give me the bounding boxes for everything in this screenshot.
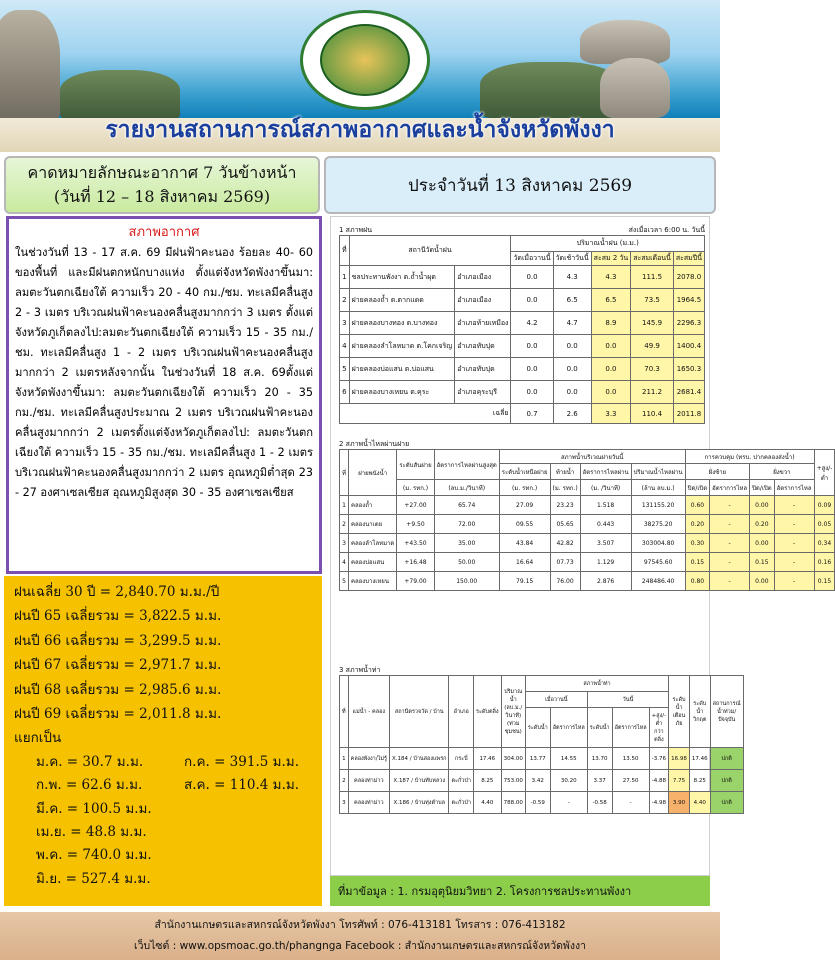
table-cell: 0.0	[553, 358, 591, 381]
table-row	[340, 515, 835, 534]
table-cell: 3	[340, 312, 350, 335]
table-cell: คลองท่าม่าว	[348, 770, 389, 792]
table-cell: 0.80	[685, 572, 709, 591]
table-cell: 3.37	[587, 770, 612, 792]
table-cell: คลองบางเหยน	[348, 572, 396, 591]
rock-pillar-left	[0, 10, 60, 122]
table-cell: 1.518	[580, 496, 631, 515]
table-cell: -	[774, 553, 814, 572]
table-cell: 2	[340, 515, 349, 534]
table-cell: 42.82	[550, 534, 580, 553]
rain-table: ที่ สถานีวัดน้ำฝน ปริมาณน้ำฝน (ม.ม.) วัดเมื่อวานนี้ วัดเช้าวันนี้ สะสม 2 วัน สะสมเดือนนี้ สะสมปีนี้ 1 ชลประทานพังงา ต.ถ้ำน้ำผุด อำเภอเมือง 0.0 4.3 4.3 111.5 2078.0 2 ฝายคลองถ้ำ ต.ตากแดด อำเภอเมือง 0.0 6.5 6.5 73.5 1964.5 3 ฝายคลองบางทอง ต.บางทอง อำเภอท้ายเหมือง 4.2 4.7 8.9 145.9 2296.3 4 ฝายคลองลำโลหมาด ต.โคกเจริญ อำเภอทับปุด 0.0 0.0 0.0 49.9 1400.4 5 ฝายคลองบ่อแสน ต.บ่อแสน อำเภอทับปุด 0.0 0.0 0.0 70.3 1650.3 6 ฝายคลองบางเหยน ต.คุระ อำเภอคุระบุรี 0.0 0.0 0.0 211.2 2681.4 เฉลี่ย 0.7 2.6 3.3 110.4 2011.8	[339, 235, 705, 424]
table-cell: ฝายคลองถ้ำ ต.ตากแดด	[349, 289, 455, 312]
data-source: ที่มาข้อมูล : 1. กรมอุตุนิยมวิทยา 2. โครงการชลประทานพังงา	[330, 876, 710, 906]
table-cell: 248486.40	[631, 572, 685, 591]
average-label: เฉลี่ย	[340, 404, 511, 424]
table-cell: ปกติ	[710, 748, 743, 770]
weather-text: ในช่วงวันที่ 13 - 17 ส.ค. 69 มีฝนฟ้าคะนอง ร้อยละ 40- 60 ของพื้นที่ และมีฝนตกหนักบางแห่ง ตั้งแต่จังหวัดพังงาขึ้นมา: ลมตะวันตกเฉียงใต้ ความเร็ว 20 - 40 กม./ชม. ทะเลมีคลื่นสูง 2 - 3 เมตร บริเวณฝนฟ้าคะนองคลื่นสูงมากกว่า 3 เมตร ตั้งแต่จังหวัดภูเก็ตลงไป:ลมตะวันตกเฉียงใต้ ความเร็ว 15 - 35 กม./ชม. ทะเลมีคลื่นสูง 1 - 2 เมตร บริเวณฝนฟ้าคะนองคลื่นสูงมากกว่า 2 เมตรหลังจากนั้น ในช่วงวันที่ 18 ส.ค. 69ตั้งแต่จังหวัดพังงาขึ้นมา: ลมตะวันตกเฉียงใต้ ความเร็ว 20 - 35 กม./ชม. ทะเลมีคลื่นสูงประมาณ 2 เมตร บริเวณฝนฟ้าคะนองคลื่นสูงมากกว่า 2 เมตรตั้งแต่จังหวัดภูเก็ตลงไป: ลมตะวันตกเฉียงใต้ ความเร็ว 15 - 35 กม./ชม. ทะเลมีคลื่นสูง 1 - 2 เมตร บริเวณฝนฟ้าคะนองคลื่นสูงมากกว่า 2 เมตร อุณหภูมิต่ำสุด 23 - 27 องศาเซลเซียส อุณหภูมิสูงสุด 30 - 35 องศาเซลเซียส	[15, 246, 313, 499]
table-cell: 6	[340, 381, 350, 404]
table-cell: 3.90	[669, 792, 690, 814]
table-cell: คลองนาเตย	[348, 515, 396, 534]
table-cell: 145.9	[631, 312, 674, 335]
table-cell: 2.6	[553, 404, 591, 424]
table-cell: 2078.0	[673, 266, 704, 289]
table-cell: -	[710, 553, 750, 572]
table-cell: 1	[340, 496, 349, 515]
table-cell: +9.50	[397, 515, 434, 534]
table-cell: 0.20	[685, 515, 709, 534]
table-cell: 27.09	[499, 496, 550, 515]
table-cell: 304.00	[501, 748, 525, 770]
table-cell: 3.507	[580, 534, 631, 553]
page-title: รายงานสถานการณ์สภาพอากาศและน้ำจังหวัดพังงา	[105, 116, 615, 143]
weather-box	[6, 216, 322, 574]
table-cell: 0.0	[511, 335, 553, 358]
table-cell: -3.76	[649, 748, 669, 770]
table-row	[340, 792, 744, 814]
rain-y66: ฝนปี 66 เฉลี่ยรวม = 3,299.5 ม.ม.	[14, 632, 222, 649]
table-cell: 2011.8	[673, 404, 704, 424]
month-row: มี.ค. = 100.5 ม.ม.	[36, 800, 152, 817]
rain-avg-30y: ฝนเฉลี่ย 30 ปี = 2,840.70 ม.ม./ปี	[14, 584, 220, 600]
table-cell: 4.7	[553, 312, 591, 335]
table-cell: 0.05	[814, 515, 835, 534]
table-cell: 0.00	[750, 572, 774, 591]
table-cell: 753.00	[501, 770, 525, 792]
table-cell: 38275.20	[631, 515, 685, 534]
table-cell: ปกติ	[710, 770, 743, 792]
table-cell: 0.0	[591, 381, 631, 404]
month-row: ม.ค. = 30.7 ม.ม. ก.ค. = 391.5 ม.ม.	[36, 753, 300, 770]
table-cell: 0.0	[511, 266, 553, 289]
table-cell: 0.443	[580, 515, 631, 534]
table-cell: อำเภอท้ายเหมือง	[455, 312, 511, 335]
table-cell: 6.5	[553, 289, 591, 312]
table-cell: ชลประทานพังงา ต.ถ้ำน้ำผุด	[349, 266, 455, 289]
table-row	[340, 748, 744, 770]
table-cell: 2.876	[580, 572, 631, 591]
table-cell: -	[774, 496, 814, 515]
table-cell: 4.40	[474, 792, 502, 814]
rain-y68: ฝนปี 68 เฉลี่ยรวม = 2,985.6 ม.ม.	[14, 681, 222, 698]
table-cell: 8.9	[591, 312, 631, 335]
table-cell: 4.3	[553, 266, 591, 289]
rain-y67: ฝนปี 67 เฉลี่ยรวม = 2,971.7 ม.ม.	[14, 657, 222, 674]
table-cell: +16.48	[397, 553, 434, 572]
table-cell: -	[774, 515, 814, 534]
table-row	[340, 335, 705, 358]
table-cell: 6.5	[591, 289, 631, 312]
table-cell: -4.98	[649, 792, 669, 814]
report-date: ประจำวันที่ 13 สิงหาคม 2569	[407, 175, 633, 196]
table-cell: 16.64	[499, 553, 550, 572]
table-cell: 0.0	[553, 335, 591, 358]
table-cell: 0.7	[511, 404, 553, 424]
table-cell: 73.5	[631, 289, 674, 312]
rain-y69: ฝนปี 69 เฉลี่ยรวม = 2,011.8 ม.ม.	[14, 706, 222, 723]
table-cell: คลองบ่อแสน	[348, 553, 396, 572]
rain-breakdown-label: แยกเป็น	[14, 730, 62, 747]
table-cell: 150.00	[434, 572, 499, 591]
table-row	[340, 312, 705, 335]
table-cell: 2	[340, 770, 349, 792]
table-row	[340, 381, 705, 404]
table-cell: 303004.80	[631, 534, 685, 553]
table-cell: 30.20	[550, 770, 587, 792]
table-cell: 14.55	[550, 748, 587, 770]
table-cell: ตะกั่วป่า	[449, 792, 474, 814]
table-cell: 3	[340, 534, 349, 553]
table-cell: ตะกั่วป่า	[449, 770, 474, 792]
table-cell: คลองท่าม่าว	[348, 792, 389, 814]
table-row	[340, 770, 744, 792]
table-cell: X.187 / บ้านทับหลวง	[389, 770, 449, 792]
table-cell: 4	[340, 335, 350, 358]
river-table-caption: 3 สภาพน้ำท่า	[339, 666, 381, 674]
table-cell: 2296.3	[673, 312, 704, 335]
table-cell: 788.00	[501, 792, 525, 814]
table-cell: 0.15	[750, 553, 774, 572]
table-cell: 5	[340, 358, 350, 381]
table-cell: 70.3	[631, 358, 674, 381]
table-cell: 3.3	[591, 404, 631, 424]
table-cell: 1964.5	[673, 289, 704, 312]
table-cell: 0.15	[685, 553, 709, 572]
table-cell: 16.98	[669, 748, 690, 770]
table-cell: 17.46	[474, 748, 502, 770]
balanced-rock	[580, 20, 670, 64]
table-cell: +27.00	[397, 496, 434, 515]
table-cell: 0.34	[814, 534, 835, 553]
table-cell: 211.2	[631, 381, 674, 404]
table-cell: ปกติ	[710, 792, 743, 814]
table-cell: 5	[340, 572, 349, 591]
table-cell: 1.129	[580, 553, 631, 572]
table-row	[340, 534, 835, 553]
month-row: เม.ย. = 48.8 ม.ม.	[36, 824, 147, 841]
table-cell: อำเภอเมือง	[455, 289, 511, 312]
table-cell: 4.2	[511, 312, 553, 335]
table-cell: -0.59	[525, 792, 550, 814]
footer-contact: สำนักงานเกษตรและสหกรณ์จังหวัดพังงา โทรศัพท์ : 076-413181 โทรสาร : 076-413182	[154, 919, 566, 931]
table-row	[340, 358, 705, 381]
table-cell: -	[612, 792, 649, 814]
date-banner	[324, 156, 716, 214]
table-cell: คลองพังงา/ไม่รู้	[348, 748, 389, 770]
table-cell: 1	[340, 266, 350, 289]
table-cell: 4.3	[591, 266, 631, 289]
table-cell: 131155.20	[631, 496, 685, 515]
rain-table-caption: 1 สภาพฝน	[339, 226, 372, 234]
rain-table-sent-time: ส่งเมื่อเวลา 6:00 น. วันนี้	[628, 226, 705, 234]
table-cell: X.184 / บ้านสองแพรก	[389, 748, 449, 770]
weather-heading: สภาพอากาศ	[128, 225, 200, 240]
table-cell: 09.55	[499, 515, 550, 534]
river-table: ที่ แม่น้ำ - คลอง สถานีตรวจวัด / บ้าน อำเภอ ระดับตลิ่ง ปริมาณน้ำ (ลบ.ม./วินาที) (ท่วมชุมชน) สภาพน้ำท่า ระดับน้ำเตือนภัย ระดับน้ำวิกฤต สถานการณ์น้ำท่วม/ปัจจุบัน เมื่อวานนี้ วันนี้ ระดับน้ำ อัตราการไหล ระดับน้ำ อัตราการไหล +สูง/-ต่ำกว่าตลิ่ง 1 คลองพังงา/ไม่รู้ X.184 / บ้านสองแพรก กระบี่ 17.46 304.00 13.77 14.55 13.70 13.50 -3.76 16.98 17.46 ปกติ 2 คลองท่าม่าว X.187 / บ้านทับหลวง ตะกั่วป่า 8.25 753.00 3.42 30.20 3.37 27.50 -4.88 7.75 8.25 ปกติ 3 คลองท่าม่าว X.186 / บ้านทุ่งตำบล ตะกั่วป่า 4.40 788.00 -0.59 - -0.58 - -4.98 3.90 4.40 ปกติ	[339, 675, 744, 814]
weir-table: ที่ ฝายพนังน้ำ ระดับสันฝาย อัตราการไหลผ่านสูงสุด สภาพน้ำบริเวณฝายวันนี้ การควบคุม (ทรบ. ปากคลองส่งน้ำ) +สูง/-ต่ำ ระดับน้ำเหนือฝาย ท้ายน้ำ อัตราการไหลผ่าน ปริมาณน้ำไหลผ่าน ฝั่งซ้าย ฝั่งขวา (ม. รทก.) (ลบ.ม./วินาที) (ม. รทก.) (ม. รทก.) (ม. /วินาที) (ล้าน ลบ.ม.) ปิด/เปิด อัตราการไหล ปิด/เปิด อัตราการไหล 1 คลองถ้ำ +27.00 65.74 27.09 23.23 1.518 131155.20 0.60 - 0.00 - 0.09 2 คลองนาเตย +9.50 72.00 09.55 05.65 0.443 38275.20 0.20 - 0.20 - 0.05 3 คลองลำโลหมาด +43.50 35.00 43.84 42.82 3.507 303004.80 0.30 - 0.00 - 0.34 4 คลองบ่อแสน +16.48 50.00 16.64 07.73 1.129 97545.60 0.15 - 0.15 - 0.16 5 คลองบางเหยน +79.00 150.00 79.15 76.00 2.876 248486.40 0.80 - 0.00 - 0.15	[339, 449, 835, 591]
river-table-section	[339, 665, 741, 814]
table-cell: 43.84	[499, 534, 550, 553]
table-cell: 1400.4	[673, 335, 704, 358]
table-cell: 111.5	[631, 266, 674, 289]
table-cell: 97545.60	[631, 553, 685, 572]
table-cell: ฝายคลองบ่อแสน ต.บ่อแสน	[349, 358, 455, 381]
table-cell: 8.25	[474, 770, 502, 792]
island-right	[480, 62, 620, 118]
forecast-range: (วันที่ 12 – 18 สิงหาคม 2569)	[53, 187, 271, 206]
month-row: พ.ค. = 740.0 ม.ม.	[36, 847, 152, 864]
table-cell: คลองถ้ำ	[348, 496, 396, 515]
table-cell: 05.65	[550, 515, 580, 534]
table-cell: 4	[340, 553, 349, 572]
table-cell: ฝายคลองลำโลหมาด ต.โคกเจริญ	[349, 335, 455, 358]
table-cell: 35.00	[434, 534, 499, 553]
table-cell: 7.75	[669, 770, 690, 792]
table-cell: 13.70	[587, 748, 612, 770]
table-cell: 0.0	[511, 289, 553, 312]
table-cell: 0.09	[814, 496, 835, 515]
table-cell: 79.15	[499, 572, 550, 591]
table-cell: 27.50	[612, 770, 649, 792]
table-cell: 0.0	[591, 335, 631, 358]
table-cell: -0.58	[587, 792, 612, 814]
table-cell: อำเภอทับปุด	[455, 358, 511, 381]
weir-table-section	[339, 439, 833, 591]
table-row	[340, 572, 835, 591]
table-cell: 0.15	[814, 572, 835, 591]
table-cell: กระบี่	[449, 748, 474, 770]
table-cell: 65.74	[434, 496, 499, 515]
footer	[0, 912, 720, 960]
table-cell: 0.0	[553, 381, 591, 404]
table-row	[340, 553, 835, 572]
rainfall-summary	[4, 576, 322, 906]
table-cell: 49.9	[631, 335, 674, 358]
table-cell: 1	[340, 748, 349, 770]
table-cell: 0.0	[511, 358, 553, 381]
table-cell: 17.46	[689, 748, 710, 770]
table-cell: 07.73	[550, 553, 580, 572]
header-banner	[0, 0, 720, 152]
table-cell: 0.0	[511, 381, 553, 404]
table-cell: +43.50	[397, 534, 434, 553]
weir-table-caption: 2 สภาพน้ำไหลผ่านฝาย	[339, 440, 410, 448]
table-cell: 8.25	[689, 770, 710, 792]
table-cell: 0.30	[685, 534, 709, 553]
table-cell: 2681.4	[673, 381, 704, 404]
table-cell: อำเภอเมือง	[455, 266, 511, 289]
data-tables	[330, 216, 833, 876]
rock-base	[600, 58, 670, 118]
table-row	[340, 496, 835, 515]
table-cell: 13.50	[612, 748, 649, 770]
table-cell: 50.00	[434, 553, 499, 572]
table-cell: 13.77	[525, 748, 550, 770]
table-cell: 0.16	[814, 553, 835, 572]
ministry-seal-logo	[300, 10, 430, 110]
rain-table-section	[339, 225, 705, 424]
table-cell: 0.0	[591, 358, 631, 381]
table-cell: -	[710, 534, 750, 553]
table-cell: 76.00	[550, 572, 580, 591]
month-row: มิ.ย. = 527.4 ม.ม.	[36, 870, 151, 887]
table-row	[340, 289, 705, 312]
table-cell: -	[710, 572, 750, 591]
table-cell: -	[710, 515, 750, 534]
footer-web: เว็บไซต์ : www.opsmoac.go.th/phangnga Facebook : สำนักงานเกษตรและสหกรณ์จังหวัดพังงา	[133, 940, 586, 952]
table-row-average	[340, 404, 705, 424]
table-cell: 0.20	[750, 515, 774, 534]
table-cell: -	[774, 534, 814, 553]
table-cell: +79.00	[397, 572, 434, 591]
table-cell: 0.60	[685, 496, 709, 515]
table-cell: คลองลำโลหมาด	[348, 534, 396, 553]
month-row: ก.พ. = 62.6 ม.ม. ส.ค. = 110.4 ม.ม.	[36, 777, 300, 794]
table-cell: 0.00	[750, 496, 774, 515]
table-cell: 3.42	[525, 770, 550, 792]
table-cell: ฝายคลองบางทอง ต.บางทอง	[349, 312, 455, 335]
table-row	[340, 266, 705, 289]
table-cell: อำเภอคุระบุรี	[455, 381, 511, 404]
table-cell: 72.00	[434, 515, 499, 534]
table-cell: X.186 / บ้านทุ่งตำบล	[389, 792, 449, 814]
table-cell: 2	[340, 289, 350, 312]
table-cell: 23.23	[550, 496, 580, 515]
table-cell: -	[710, 496, 750, 515]
table-cell: 1650.3	[673, 358, 704, 381]
forecast-title: คาดหมายลักษณะอากาศ 7 วันข้างหน้า	[27, 163, 297, 182]
table-cell: 0.00	[750, 534, 774, 553]
forecast-banner	[4, 156, 320, 214]
table-cell: อำเภอทับปุด	[455, 335, 511, 358]
table-cell: 110.4	[631, 404, 674, 424]
table-cell: -4.88	[649, 770, 669, 792]
table-cell: 4.40	[689, 792, 710, 814]
table-cell: ฝายคลองบางเหยน ต.คุระ	[349, 381, 455, 404]
rain-y65: ฝนปี 65 เฉลี่ยรวม = 3,822.5 ม.ม.	[14, 608, 222, 625]
table-cell: -	[550, 792, 587, 814]
table-cell: 3	[340, 792, 349, 814]
table-cell: -	[774, 572, 814, 591]
